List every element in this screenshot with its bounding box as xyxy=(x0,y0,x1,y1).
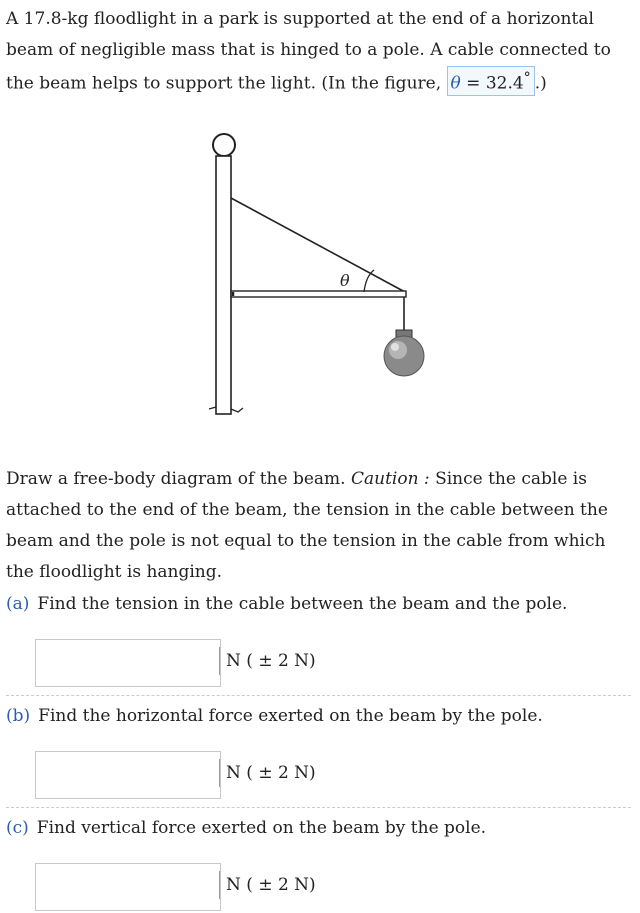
theta-value-box xyxy=(447,66,535,96)
beam xyxy=(231,291,406,297)
part-a-letter: (a) xyxy=(6,594,30,614)
part-c-question: Find vertical force exerted on the beam by the pole. xyxy=(36,818,487,838)
part-a-answer-input[interactable] xyxy=(35,639,221,687)
pole xyxy=(216,156,231,414)
intro-text-end: .) xyxy=(534,73,547,94)
part-b-question: Find the horizontal force exerted on the beam by the pole. xyxy=(38,706,543,726)
part-separator xyxy=(6,695,631,696)
part-b-letter: (b) xyxy=(6,706,31,726)
theta-equals: = 32.4 xyxy=(460,73,524,94)
part-b-answer-input[interactable] xyxy=(35,751,221,799)
theta-label: θ xyxy=(340,271,350,290)
part-c-unit: N ( ± 2 N) xyxy=(219,871,316,899)
part-c-answer-input[interactable] xyxy=(35,863,221,911)
part-c-letter: (c) xyxy=(6,818,29,838)
theta-symbol: θ xyxy=(450,73,461,94)
caution-colon: : xyxy=(418,469,430,489)
theta-unit: ° xyxy=(523,70,531,86)
part-a xyxy=(6,592,631,616)
part-a-unit: N ( ± 2 N) xyxy=(219,647,316,675)
part-b xyxy=(6,704,631,728)
floodlight-diagram xyxy=(200,128,440,428)
part-b-unit: N ( ± 2 N) xyxy=(219,759,316,787)
caution-word: Caution xyxy=(350,469,419,489)
part-separator xyxy=(6,807,631,808)
part-c xyxy=(6,816,631,840)
caution-text-after: Since the cable is attached to the end of the beam, the tension in the cable between the beam and the pole is not equal to the tension in the cable from which the floodlight is hanging. xyxy=(6,469,608,582)
part-a-question: Find the tension in the cable between the beam and the pole. xyxy=(37,594,568,614)
caution-instructions xyxy=(6,464,631,588)
pole-top-ring xyxy=(213,134,235,156)
problem-statement xyxy=(6,4,631,100)
support-cable xyxy=(231,198,405,292)
intro-text: A 17.8-kg floodlight in a park is supported at the end of a horizontal beam of negligible mass that is hinged to a pole. A cable connected to the beam helps to support the light. (In the figure, xyxy=(6,9,611,94)
caution-text-before: Draw a free-body diagram of the beam. xyxy=(6,469,346,489)
